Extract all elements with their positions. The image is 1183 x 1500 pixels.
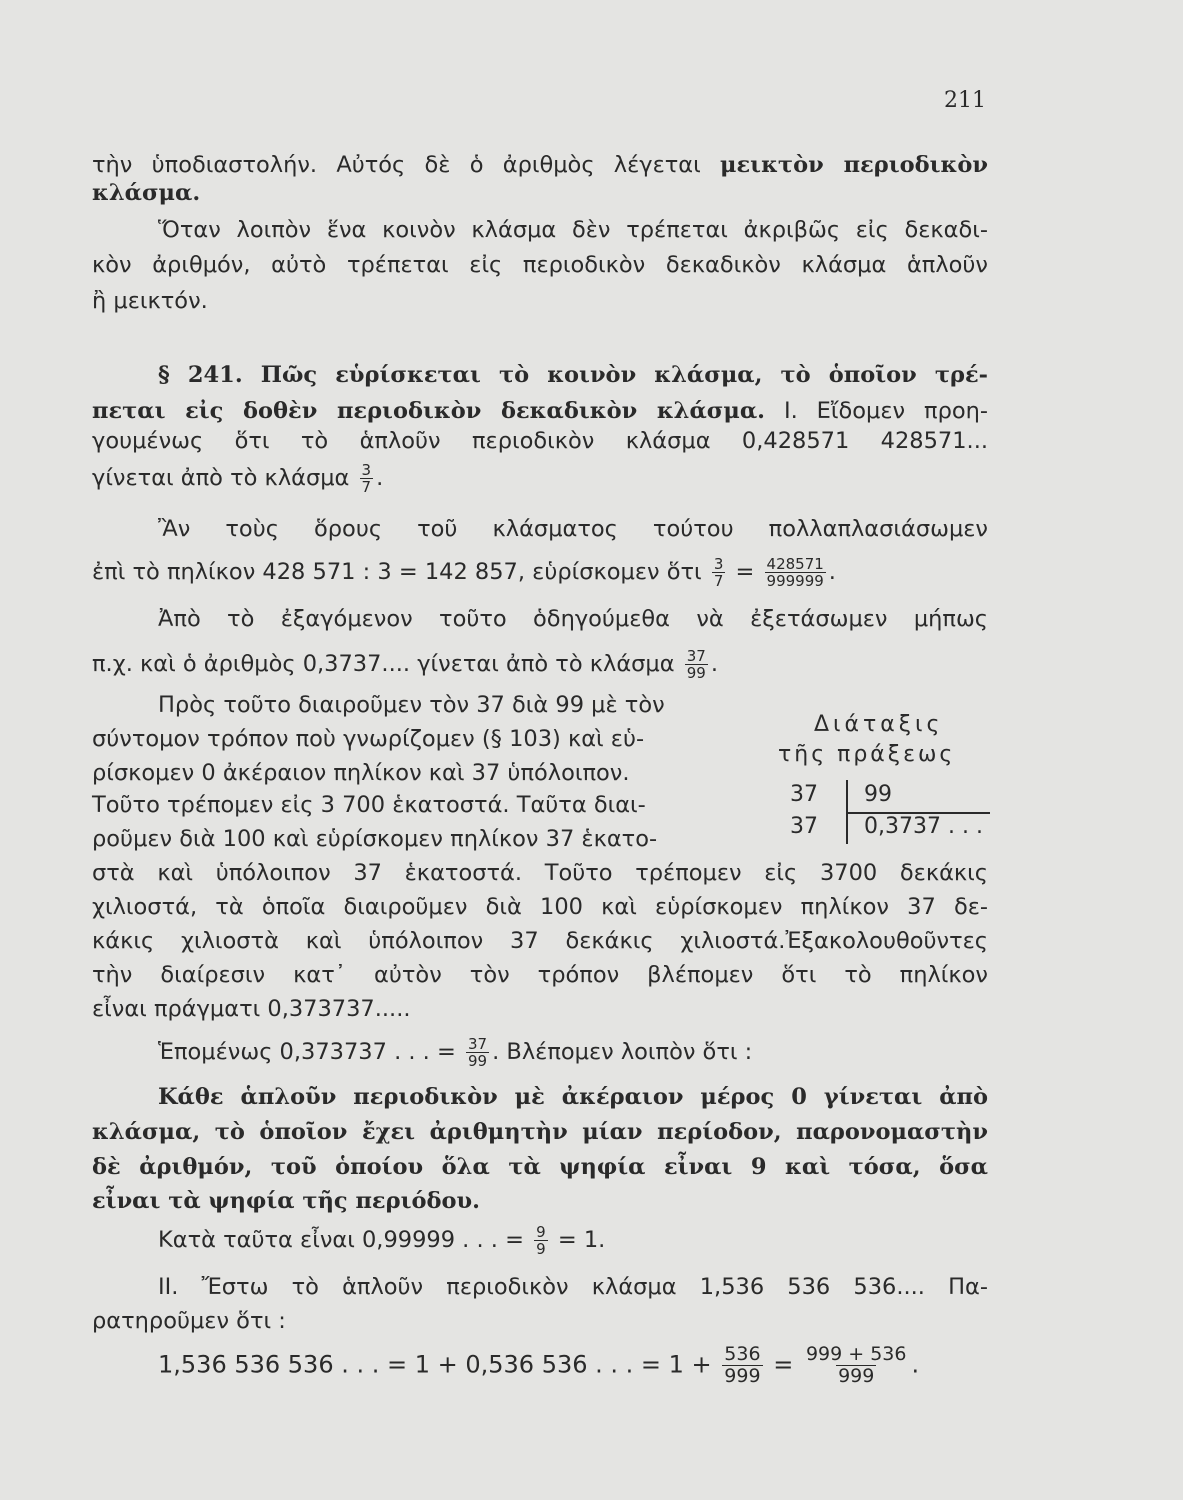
- text-line: Ἑπομένως 0,373737 . . . = $\frac{37}{99}$ . Βλέπομεν λοιπὸν ὅτι :: [158, 1035, 753, 1070]
- scheme-title: Διάταξις: [814, 712, 944, 737]
- text-line: Ἂν τοὺς ὅρους τοῦ κλάσματος τούτου πολλαπλασιάσωμεν: [158, 516, 988, 542]
- fraction: [765, 556, 826, 589]
- text-line: γίνεται ἀπὸ τὸ κλάσμα $\frac{3}{7}$ .: [92, 461, 384, 496]
- text-line: κὸν ἀριθμόν, αὐτὸ τρέπεται εἰς περιοδικὸν δεκαδικὸν κλάσμα ἁπλοῦν: [92, 252, 988, 278]
- text-span: 1,536 536 536 . . . = 1 + 0,536 536 . . . = 1 +: [158, 1350, 712, 1379]
- bold-term: μεικτὸν περιοδικὸν: [720, 152, 989, 178]
- text-line: ἢ μεικτόν.: [92, 288, 208, 314]
- fraction: [722, 1344, 762, 1387]
- fraction: [685, 648, 708, 681]
- denominator: 9: [536, 1240, 546, 1258]
- text-line: [92, 150, 988, 180]
- division-horizontal-rule: [846, 812, 990, 814]
- text-span: τὴν ὑποδιαστολήν. Αὐτός δὲ ὁ ἀριθμὸς λέγεται: [92, 152, 701, 178]
- divisor: 99: [864, 782, 892, 807]
- text-line: εἶναι πράγματι 0,373737.....: [92, 996, 411, 1022]
- page-number: 211: [944, 88, 986, 113]
- text-span: ἐπὶ τὸ πηλίκον 428 571 : 3 = 142 857, εὑρίσκομεν ὅτι: [92, 559, 702, 585]
- text-line: σύντομον τρόπον ποὺ γνωρίζομεν (§ 103) καὶ εὑ-: [92, 726, 645, 752]
- text-span: I. Εἴδομεν προη-: [783, 398, 988, 424]
- text-line: κάκις χιλιοστὰ καὶ ὑπόλοιπον 37 δεκάκις χιλιοστά.Ἐξακολουθοῦντες: [92, 928, 988, 954]
- numerator: 37: [686, 647, 706, 665]
- bold-term: κλάσμα.: [92, 180, 201, 206]
- denominator: 999: [838, 1365, 875, 1387]
- fraction: [804, 1344, 909, 1387]
- denominator: 99: [686, 664, 706, 682]
- text-line: ρίσκομεν 0 ἀκέραιον πηλίκον καὶ 37 ὑπόλοιπον.: [92, 760, 630, 786]
- text-line: τὴν διαίρεσιν κατ᾽ αὐτὸν τὸν τρόπον βλέπομεν ὅτι τὸ πηλίκον: [92, 962, 988, 988]
- text-span: γίνεται ἀπὸ τὸ κλάσμα: [92, 465, 350, 491]
- text-line: Ὅταν λοιπὸν ἕνα κοινὸν κλάσμα δὲν τρέπεται ἀκριβῶς εἰς δεκαδι-: [158, 217, 988, 243]
- denominator: 999999: [766, 572, 824, 590]
- text-line: ροῦμεν διὰ 100 καὶ εὑρίσκομεν πηλίκον 37 ἑκατο-: [92, 826, 658, 852]
- text-span: Βλέπομεν λοιπὸν ὅτι :: [506, 1039, 753, 1065]
- numerator: 536: [724, 1343, 761, 1365]
- fraction: [712, 556, 726, 589]
- text-span: Κατὰ ταῦτα εἶναι 0,99999 . . . =: [158, 1227, 524, 1253]
- text-line: π.χ. καὶ ὁ ἀριθμὸς 0,3737.... γίνεται ἀπὸ τὸ κλάσμα $\frac{37}{99}$ .: [92, 647, 718, 682]
- text-line: Πρὸς τοῦτο διαιροῦμεν τὸν 37 διὰ 99 μὲ τὸν: [158, 692, 665, 718]
- text-line: Ἀπὸ τὸ ἐξαγόμενον τοῦτο ὁδηγούμεθα νὰ ἐξετάσωμεν μήπως: [158, 606, 988, 632]
- rule-statement: κλάσμα, τὸ ὁποῖον ἔχει ἀριθμητὴν μίαν περίοδον, παρονομαστὴν: [92, 1119, 988, 1145]
- text-line: γουμένως ὅτι τὸ ἁπλοῦν περιοδικὸν κλάσμα 0,428571 428571...: [92, 428, 988, 454]
- fraction: [534, 1224, 548, 1257]
- section-heading-cont: πεται εἰς δοθὲν περιοδικὸν δεκαδικὸν κλάσμα.: [92, 398, 765, 424]
- text-line: [158, 1224, 988, 1257]
- denominator: 99: [468, 1052, 488, 1070]
- denominator: 7: [361, 478, 372, 496]
- text-span: Ἑπομένως 0,373737 . . . =: [158, 1039, 456, 1065]
- text-line: II. Ἔστω τὸ ἁπλοῦν περιοδικὸν κλάσμα 1,536 536 536.... Πα-: [158, 1274, 988, 1300]
- text-line: χιλιοστά, τὰ ὁποῖα διαιροῦμεν διὰ 100 καὶ εὑρίσκομεν πηλίκον 37 δε-: [92, 894, 988, 920]
- numerator: 9: [536, 1223, 546, 1241]
- rule-statement: δὲ ἀριθμόν, τοῦ ὁποίου ὅλα τὰ ψηφία εἶναι 9 καὶ τόσα, ὅσα: [92, 1154, 988, 1180]
- text-line: στὰ καὶ ὑπόλοιπον 37 ἑκατοστά. Τοῦτο τρέπομεν εἰς 3700 δεκάκις: [92, 860, 988, 886]
- text-line: ἐπὶ τὸ πηλίκον 428 571 : 3 = 142 857, εὑρίσκομεν ὅτι $\frac{3}{7}$ = $\frac{428571}{999999}$ .: [92, 555, 836, 590]
- numerator: 999 + 536: [805, 1343, 907, 1365]
- equation-line: 1,536 536 536 . . . = 1 + 0,536 536 . . . = 1 + $\frac{536}{999}$ = $\frac{999 + 536}{999}$ .: [158, 1343, 920, 1387]
- denominator: 7: [713, 572, 724, 590]
- dividend: 37: [790, 782, 818, 807]
- numerator: 37: [468, 1035, 488, 1053]
- numerator: 3: [361, 461, 372, 479]
- numerator: 428571: [766, 555, 824, 573]
- text-line: Τοῦτο τρέπομεν εἰς 3 700 ἑκατοστά. Ταῦτα διαι-: [92, 792, 646, 818]
- remainder: 37: [790, 814, 818, 839]
- fraction: [360, 462, 374, 495]
- text-line: [92, 396, 988, 426]
- denominator: 999: [724, 1365, 761, 1387]
- text-span: = 1.: [557, 1227, 606, 1253]
- section-heading: § 241. Πῶς εὑρίσκεται τὸ κοινὸν κλάσμα, τὸ ὁποῖον τρέ-: [158, 362, 988, 388]
- numerator: 3: [713, 555, 724, 573]
- scheme-subtitle: τῆς πράξεως: [778, 742, 956, 767]
- text-line: ρατηροῦμεν ὅτι :: [92, 1308, 286, 1334]
- text-span: π.χ. καὶ ὁ ἀριθμὸς 0,3737.... γίνεται ἀπὸ τὸ κλάσμα: [92, 651, 675, 677]
- quotient: 0,3737 . . .: [864, 814, 983, 839]
- rule-statement: Κάθε ἁπλοῦν περιοδικὸν μὲ ἀκέραιον μέρος 0 γίνεται ἀπὸ: [158, 1084, 988, 1110]
- rule-statement: εἶναι τὰ ψηφία τῆς περιόδου.: [92, 1188, 480, 1214]
- fraction: [466, 1036, 489, 1069]
